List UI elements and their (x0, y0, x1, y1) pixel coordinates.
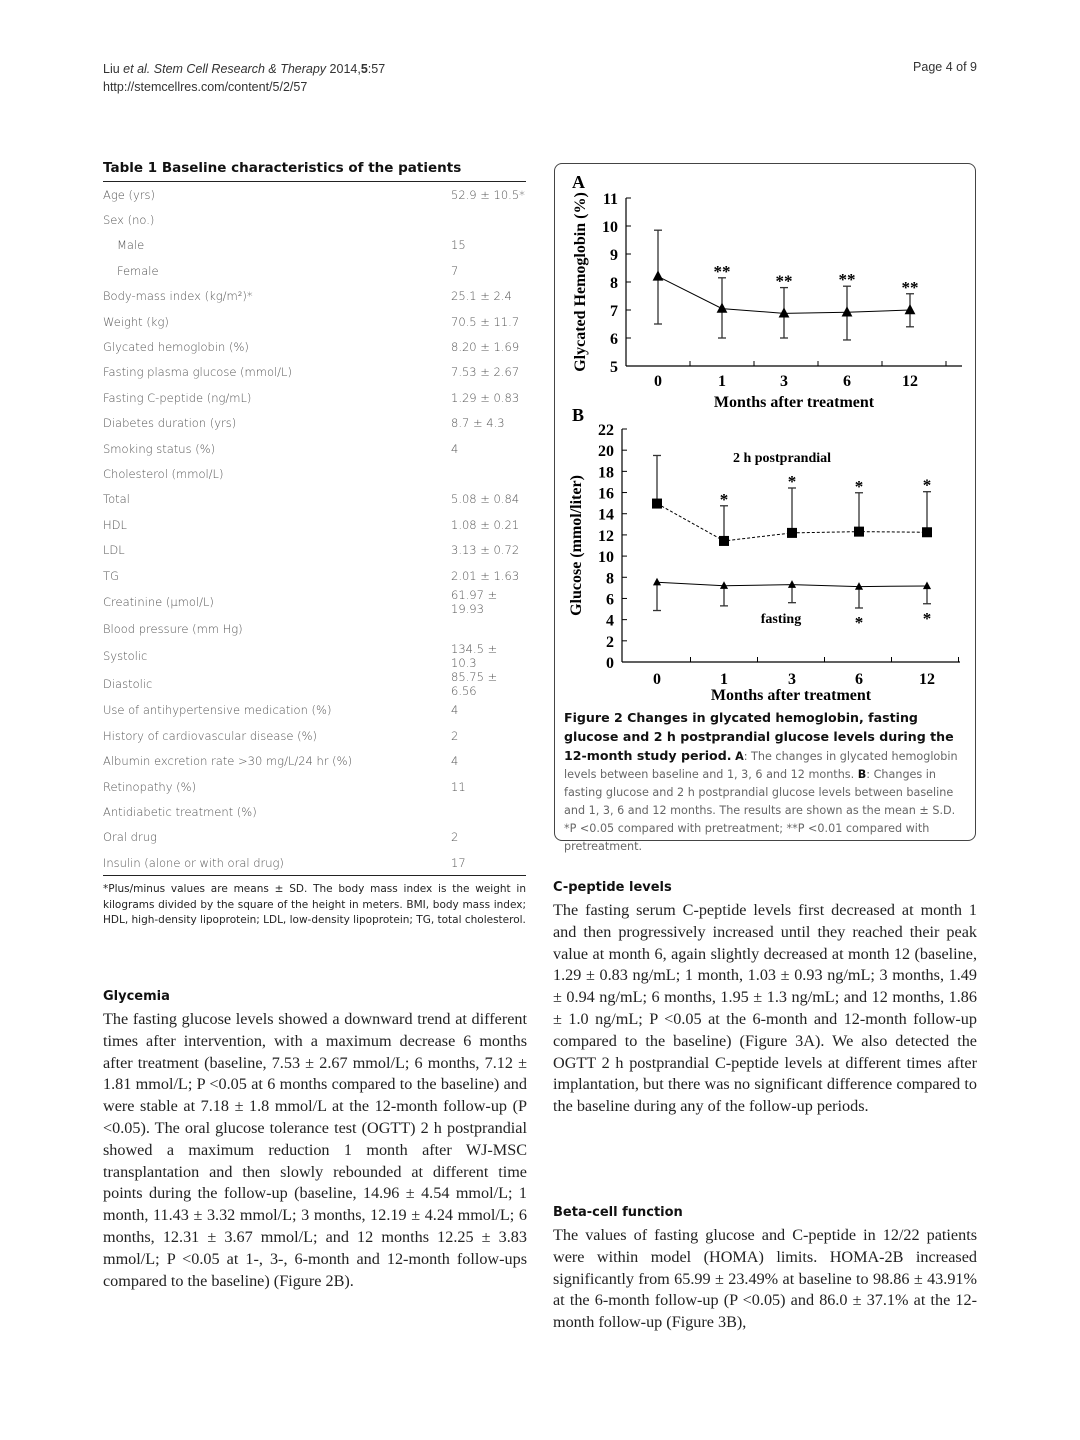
data-point-triangle (855, 582, 863, 590)
y-tick-label: 11 (602, 191, 618, 208)
significance-marker: ** (713, 261, 731, 281)
row-label: TG (103, 568, 119, 583)
table-row (103, 334, 526, 359)
row-label: History of cardiovascular disease (%) (103, 728, 318, 743)
row-label: LDL (103, 543, 125, 558)
table-row (103, 698, 526, 723)
row-label: Fasting plasma glucose (mmol/L) (103, 365, 292, 380)
data-point-square (854, 527, 864, 537)
significance-marker: * (854, 612, 864, 632)
row-value (451, 207, 526, 232)
y-tick-label: 8 (606, 570, 614, 588)
row-label: Male (117, 238, 145, 253)
row-value: 8.20 ± 1.69 (451, 340, 520, 355)
data-point-triangle (905, 304, 916, 314)
row-value: 70.5 ± 11.7 (451, 314, 520, 329)
table-1 (103, 160, 526, 929)
page-number: Page 4 of 9 (913, 60, 977, 74)
table-row (103, 258, 526, 283)
row-value: 2.01 ± 1.63 (451, 568, 520, 583)
x-tick-label: 3 (788, 671, 796, 688)
baseline-table (103, 182, 526, 876)
row-label: Diastolic (103, 676, 153, 691)
row-label: Creatinine (μmol/L) (103, 595, 214, 610)
section-heading-cpeptide: C-peptide levels (553, 880, 672, 895)
data-point-square (652, 499, 662, 509)
table-title: Table 1 Baseline characteristics of the patients (103, 160, 526, 182)
significance-marker: ** (901, 277, 919, 297)
row-value: 3.13 ± 0.72 (451, 543, 520, 558)
y-tick-label: 10 (598, 549, 614, 567)
caption-title: Figure 2 Changes in glycated hemoglobin, fasting glucose and 2 h postprandial glucose levels during the 12-month study period. (564, 710, 954, 763)
row-label: Oral drug (103, 830, 157, 845)
row-label: Female (117, 263, 159, 278)
row-value: 17 (451, 850, 526, 876)
annotation-postprandial: 2 h postprandial (732, 451, 832, 466)
data-point-triangle (788, 580, 796, 588)
y-axis-label: Glucose (mmol/liter) (568, 475, 585, 616)
row-value: 4 (451, 703, 459, 718)
paragraph-cpeptide: The fasting serum C-peptide levels first decreased at month 1 and then progressively increased until they reached their peak value at month 6, again slightly decreased at month 12 (baseline, 1.29 ± 0.83 ng/mL; 1 month, 1.03 ± 0.93 ng/mL; 3 months, 1.49 ± 0.94 ng/mL; 6 months, 1.95 ± 1.3 ng/mL; and 12 months, 1.86 ± 1.0 ng/mL; P <0.05 at the 6-month and 12-month follow-up compared to the baseline) (Figure 3A). We also detected the OGTT 2 h postprandial C-peptide levels at different times after implantation, but there was no significant difference compared to the baseline during any of the follow-up periods. (553, 901, 977, 1116)
significance-marker: * (787, 471, 797, 491)
x-tick-label: 1 (718, 373, 726, 390)
row-value: 1.29 ± 0.83 (451, 390, 520, 405)
row-value: 7.53 ± 2.67 (451, 365, 520, 380)
row-label: Antidiabetic treatment (%) (103, 804, 257, 819)
row-value: 8.7 ± 4.3 (451, 416, 505, 431)
row-label: Weight (kg) (103, 314, 169, 329)
citation-line: Liu et al. Stem Cell Research & Therapy 2014,5:57 (103, 62, 386, 76)
row-value: 25.1 ± 2.4 (451, 289, 512, 304)
table-row (103, 309, 526, 334)
table-footnote: *Plus/minus values are means ± SD. The body mass index is the weight in kilograms divided by the square of the height in meters. BMI, body mass index; HDL, high-density lipoprotein; LDL, low-density lipoprotein; TG, total cholesterol. (103, 883, 526, 927)
significance-marker: ** (838, 270, 856, 290)
panel-label: A (572, 172, 585, 192)
y-tick-label: 2 (606, 633, 614, 651)
row-value: 5.08 ± 0.84 (451, 492, 520, 507)
y-tick-label: 14 (598, 506, 614, 524)
row-label: HDL (103, 517, 127, 532)
table-row (103, 723, 526, 748)
data-point-triangle (923, 581, 931, 589)
table-row (103, 774, 526, 799)
figure-caption: Figure 2 Changes in glycated hemoglobin, fasting glucose and 2 h postprandial glucose levels during the 12-month study period. A: The changes in glycated hemoglobin levels between baseline and 1, 3, 6 and 12 months. B: Changes in fasting glucose and 2 h postprandial glucose levels between baseline and 1, 3, 6 and 12 months. The results are shown as the mean ± S.D. *P <0.05 compared with pretreatment; **P <0.01 compared with pretreatment. (564, 710, 958, 853)
x-tick-label: 6 (843, 373, 851, 390)
table-row (103, 588, 526, 616)
x-tick-label: 0 (654, 373, 662, 390)
y-tick-label: 0 (606, 655, 614, 672)
row-value: 85.75 ± 6.56 (451, 669, 498, 698)
running-header-citation (103, 60, 385, 96)
table-row (103, 825, 526, 850)
x-tick-label: 6 (855, 671, 863, 688)
y-tick-label: 6 (610, 331, 618, 348)
row-value: 4 (451, 754, 459, 769)
significance-marker: * (922, 608, 932, 628)
row-value: 7 (451, 263, 459, 278)
x-tick-label: 12 (902, 373, 918, 390)
row-value: 4 (451, 441, 459, 456)
x-tick-label: 0 (653, 671, 661, 688)
y-tick-label: 22 (598, 422, 614, 439)
table-row (103, 385, 526, 410)
section-heading-glycemia: Glycemia (103, 989, 170, 1004)
data-point-triangle (717, 303, 728, 313)
figure-2-chart (555, 164, 977, 709)
figure-2 (554, 163, 976, 853)
row-value: 15 (451, 238, 466, 253)
significance-marker: * (922, 475, 932, 495)
x-axis-label: Months after treatment (713, 394, 875, 411)
x-tick-label: 12 (919, 671, 935, 688)
y-tick-label: 18 (598, 464, 614, 482)
row-value: 134.5 ± 10.3 (451, 641, 498, 670)
row-label: Total (103, 492, 130, 507)
row-value (451, 799, 526, 824)
row-value (451, 461, 526, 486)
section-heading-beta-cell: Beta-cell function (553, 1205, 683, 1220)
significance-marker: ** (775, 271, 793, 291)
table-row (103, 537, 526, 562)
x-axis-label: Months after treatment (710, 687, 872, 704)
table-row (103, 233, 526, 258)
row-value: 61.97 ± 19.93 (451, 588, 498, 617)
paragraph-glycemia: The fasting glucose levels showed a downward trend at different times after intervention, with a maximum decrease 6 months after treatment (baseline, 7.53 ± 2.67 mmol/L; 6 months, 7.12 ± 1.81 mmol/L; P <0.05 at 6 months compared to the baseline) and were stable at 7.18 ± 1.8 mmol/L at the 12-month follow-up (P <0.05). The oral glucose tolerance test (OGTT) 2 h postprandial showed a maximum reduction 1 month after WJ-MSC transplantation and then slowly rebounded at different time points during the follow-up (baseline, 14.96 ± 4.54 mmol/L; 1 month, 11.43 ± 3.32 mmol/L; 3 months, 12.19 ± 4.24 mmol/L; 6 months, 12.31 ± 3.67 mmol/L; and 12 months 12.25 ± 3.83 mmol/L; P <0.05 at 1-, 3-, 6-month and 12-month follow-ups compared to the baseline) (Figure 2B). (103, 1010, 527, 1290)
row-label: Sex (no.) (103, 213, 155, 228)
data-point-square (787, 528, 797, 538)
table-row (103, 512, 526, 537)
table-row (103, 799, 526, 824)
y-tick-label: 8 (610, 275, 618, 292)
data-point-square (719, 536, 729, 546)
data-point-triangle (779, 307, 790, 317)
table-row (103, 670, 526, 698)
row-label: Blood pressure (mm Hg) (103, 621, 243, 636)
row-value: 11 (451, 779, 466, 794)
y-tick-label: 5 (610, 359, 618, 376)
table-row (103, 850, 526, 876)
data-point-square (922, 527, 932, 537)
row-label: Age (yrs) (103, 187, 155, 202)
row-label: Use of antihypertensive medication (%) (103, 703, 332, 718)
row-value: 2 (451, 728, 459, 743)
row-value: 52.9 ± 10.5* (451, 187, 525, 202)
panel-label: B (572, 405, 585, 425)
table-row (103, 642, 526, 670)
y-axis-label: Glycated Hemoglobin (%) (572, 192, 589, 372)
table-row (103, 748, 526, 773)
row-value: 1.08 ± 0.21 (451, 517, 520, 532)
y-tick-label: 20 (598, 443, 614, 461)
row-label: Cholesterol (mmol/L) (103, 466, 224, 481)
data-point-triangle (653, 578, 661, 586)
table-row (103, 411, 526, 436)
row-label: Insulin (alone or with oral drug) (103, 850, 451, 876)
row-label: Body-mass index (kg/m²)* (103, 289, 253, 304)
y-tick-label: 16 (598, 485, 614, 503)
row-label: Glycated hemoglobin (%) (103, 340, 249, 355)
row-label: Diabetes duration (yrs) (103, 416, 237, 431)
y-tick-label: 12 (598, 527, 614, 545)
data-point-triangle (653, 270, 664, 280)
row-value: 2 (451, 830, 459, 845)
row-label: Smoking status (%) (103, 441, 216, 456)
table-row (103, 563, 526, 588)
y-tick-label: 4 (606, 612, 614, 630)
data-point-triangle (720, 581, 728, 589)
table-row (103, 207, 526, 232)
data-point-triangle (842, 306, 853, 316)
row-label: Retinopathy (%) (103, 779, 197, 794)
row-label: Albumin excretion rate >30 mg/L/24 hr (%) (103, 754, 353, 769)
table-row (103, 461, 526, 486)
y-tick-label: 10 (602, 219, 618, 236)
significance-marker: * (854, 476, 864, 496)
row-label: Fasting C-peptide (ng/mL) (103, 390, 252, 405)
table-row (103, 182, 526, 207)
table-row (103, 616, 526, 641)
table-row (103, 487, 526, 512)
row-value (451, 616, 526, 641)
x-tick-label: 3 (780, 373, 788, 390)
table-row (103, 360, 526, 385)
paragraph-beta-cell: The values of fasting glucose and C-peptide in 12/22 patients were within model (HOMA) limits. HOMA-2B increased significantly from 65.99 ± 23.49% at baseline to 98.86 ± 43.91% at the 6-month follow-up (P <0.05) and 86.0 ± 37.1% at the 12-month follow-up (Figure 3B), (553, 1226, 977, 1332)
y-tick-label: 6 (606, 591, 614, 609)
x-tick-label: 1 (720, 671, 728, 688)
significance-marker: * (719, 489, 729, 509)
article-url[interactable]: http://stemcellres.com/content/5/2/57 (103, 80, 308, 94)
table-row (103, 284, 526, 309)
row-label: Systolic (103, 648, 148, 663)
annotation-fasting: fasting (760, 612, 802, 627)
table-row (103, 436, 526, 461)
y-tick-label: 7 (610, 303, 618, 320)
y-tick-label: 9 (610, 247, 618, 264)
journal-name: Stem Cell Research & Therapy (153, 62, 327, 76)
